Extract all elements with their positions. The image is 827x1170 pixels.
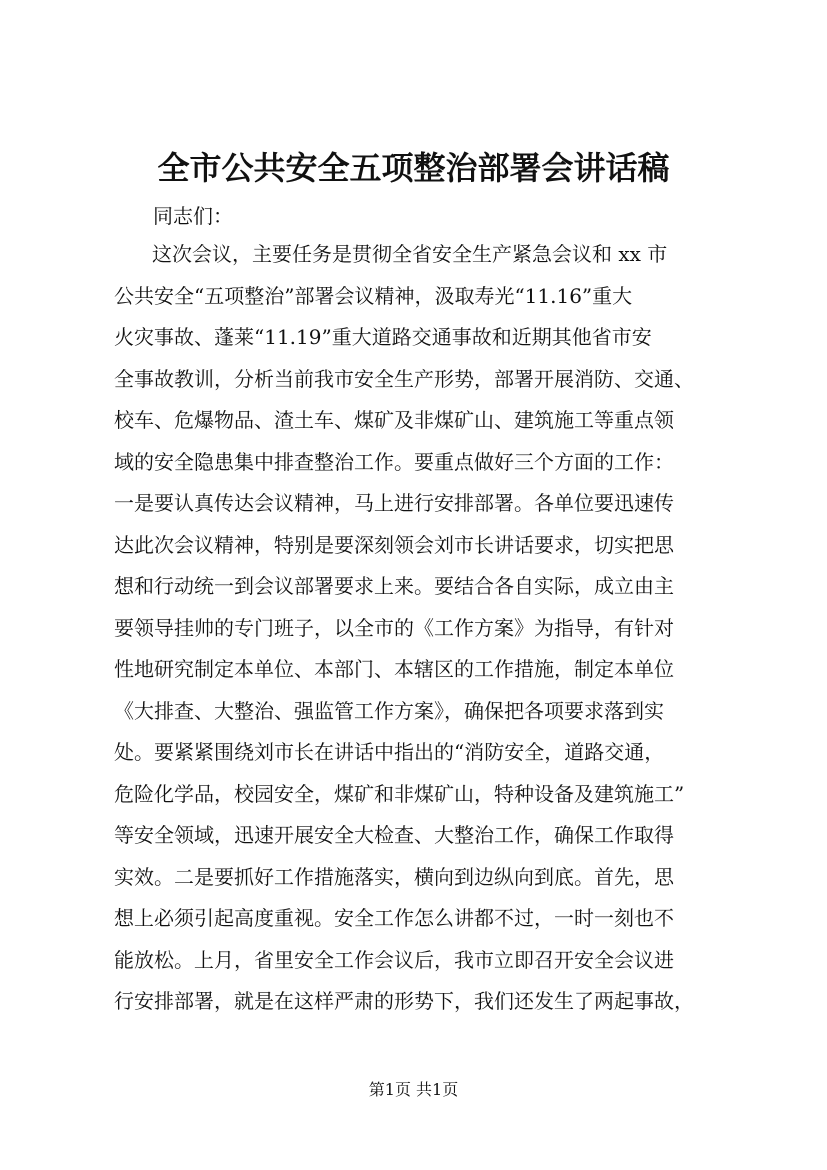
page-footer: 第1页 共1页 (368, 1080, 459, 1099)
document-title: 全市公共安全五项整治部署会讲话稿 (157, 149, 670, 187)
body-line: 这次会议，主要任务是贯彻全省安全生产紧急会议和 xx 市 (152, 242, 668, 266)
body-line: 要领导挂帅的专门班子，以全市的《工作方案》为指导，有针对 (114, 615, 674, 640)
body-line: 性地研究制定本单位、本部门、本辖区的工作措施，制定本单位 (114, 657, 674, 681)
body-line: 行安排部署，就是在这样严肃的形势下，我们还发生了两起事故， (114, 989, 694, 1013)
body-line: 校车、危爆物品、渣土车、煤矿及非煤矿山、建筑施工等重点领 (114, 408, 674, 432)
body-line: 《大排查、大整治、强监管工作方案》，确保把各项要求落到实 (114, 698, 664, 723)
body-line: 实效。二是要抓好工作措施落实，横向到边纵向到底。首先，思 (114, 864, 674, 889)
body-line: 想上必须引起高度重视。安全工作怎么讲都不过，一时一刻也不 (114, 906, 674, 930)
body-line: 处。要紧紧围绕刘市长在讲话中指出的“消防安全，道路交通， (114, 740, 665, 764)
body-line: 一是要认真传达会议精神，马上进行安排部署。各单位要迅速传 (114, 491, 674, 515)
body-line: 达此次会议精神，特别是要深刻领会刘市长讲话要求，切实把思 (114, 532, 674, 557)
body-line: 全事故教训，分析当前我市安全生产形势，部署开展消防、交通、 (114, 366, 694, 391)
body-text (114, 234, 744, 1023)
body-line: 火灾事故、蓬莱“11.19”重大道路交通事故和近期其他省市安 (114, 325, 652, 349)
body-line: 等安全领域，迅速开展安全大检查、大整治工作，确保工作取得 (114, 823, 674, 847)
body-line: 危险化学品，校园安全，煤矿和非煤矿山，特种设备及建筑施工” (114, 781, 685, 806)
salutation: 同志们： (153, 204, 233, 228)
body-line: 域的安全隐患集中排查整治工作。要重点做好三个方面的工作： (114, 449, 674, 474)
body-line: 公共安全“五项整治”部署会议精神，汲取寿光“11.16”重大 (114, 283, 633, 308)
body-line: 能放松。上月，省里安全工作会议后，我市立即召开安全会议进 (114, 947, 674, 972)
body-line: 想和行动统一到会议部署要求上来。要结合各自实际，成立由主 (114, 574, 674, 598)
